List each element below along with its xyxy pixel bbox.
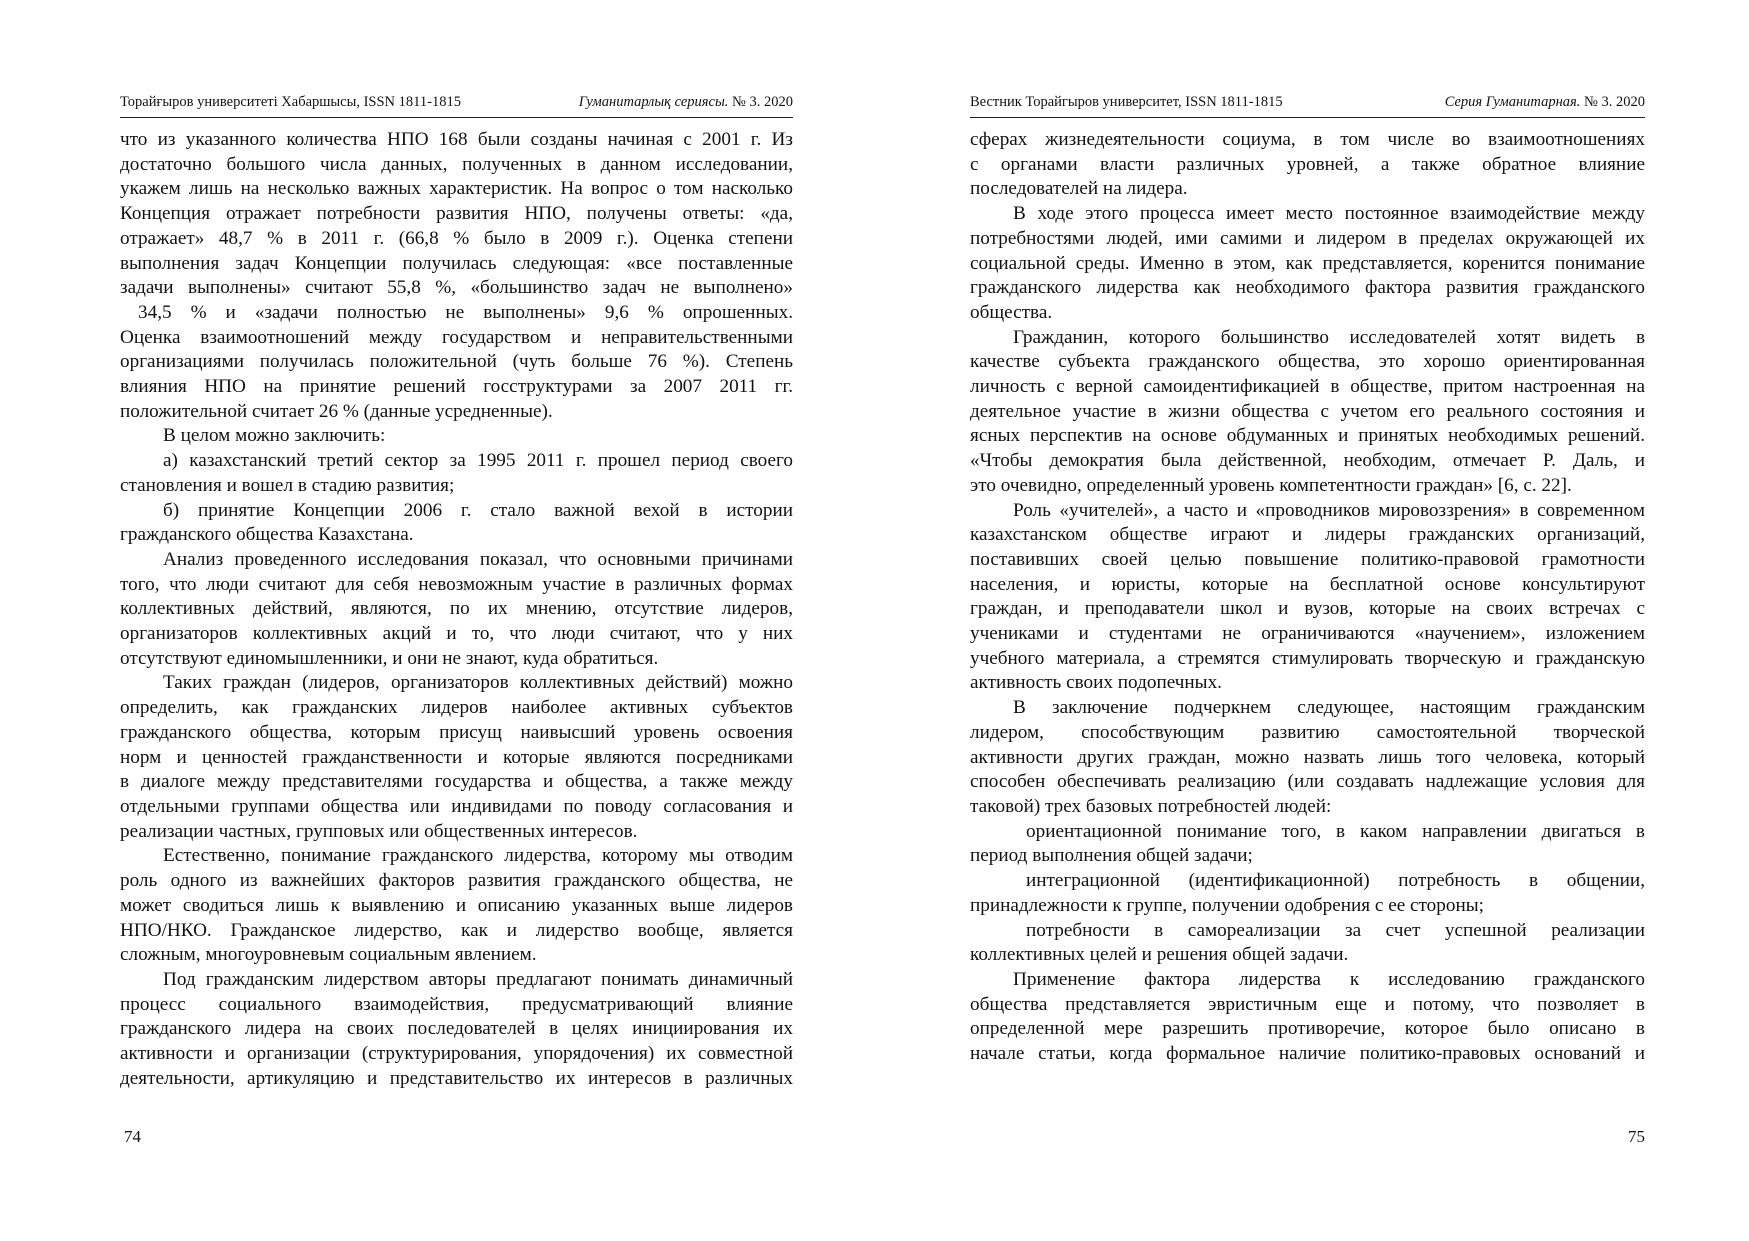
- text-line: отдельными группами общества или индивидами по поводу согласования и: [120, 795, 793, 817]
- text-line: общества.: [970, 301, 1053, 323]
- series-issue: [579, 93, 793, 111]
- journal-title: Вестник Торайгыров университет, ISSN 1811-1815: [970, 94, 1283, 110]
- text-line: сложным, многоуровневым социальным явлением.: [120, 944, 537, 966]
- header-rule: [120, 117, 793, 118]
- text-line: Естественно, понимание гражданского лидерства, которому мы отводим: [163, 845, 793, 867]
- text-line: достаточно большого числа данных, полученных в данном исследовании,: [120, 153, 793, 175]
- text-line: «Чтобы демократия была действенной, необходим, отмечает Р. Даль, и: [970, 450, 1645, 472]
- text-line: казахстанском обществе играют и лидеры гражданских организаций,: [970, 524, 1645, 546]
- text-line: активности и организации (структурирования, упорядочения) их совместной: [120, 1043, 793, 1065]
- text-line: коллективных целей и решения общей задачи.: [970, 944, 1349, 966]
- text-line: активности других граждан, можно назвать лишь того человека, который: [970, 746, 1645, 768]
- text-line: активность своих подопечных.: [970, 672, 1222, 694]
- text-line: что из указанного количества НПО 168 были созданы начиная с 2001 г. Из: [120, 129, 793, 150]
- text-line: гражданского лидерства как необходимого фактора развития гражданского: [970, 277, 1645, 299]
- text-line: выполнения задач Концепции получилась следующая: «все поставленные: [120, 252, 793, 274]
- issue-number: № 3. 2020: [1584, 94, 1645, 110]
- text-line: НПО/НКО. Гражданское лидерство, как и лидерство вообще, является: [120, 919, 793, 941]
- text-line: укажем лишь на несколько важных характеристик. На вопрос о том насколько: [120, 178, 793, 200]
- running-header: [120, 93, 793, 111]
- text-line: ясных перспектив на основе обдуманных и принятых необходимых решений.: [970, 425, 1645, 447]
- text-line: граждан, и преподаватели школ и вузов, которые на своих встречах с: [970, 598, 1645, 620]
- text-line: Таких граждан (лидеров, организаторов коллективных действий) можно: [163, 672, 793, 694]
- text-line: качестве субъекта гражданского общества, это хорошо ориентированная: [970, 351, 1645, 373]
- text-line: учениками и студентами не ограничиваются «научением», изложением: [970, 623, 1645, 645]
- left-page: [120, 0, 793, 1241]
- text-line: потребности в самореализации за счет успешной реализации: [1026, 919, 1645, 941]
- right-page: [970, 0, 1645, 1241]
- text-line: интеграционной (идентификационной) потребность в общении,: [1026, 870, 1645, 892]
- text-line: Концепция отражает потребности развития НПО, получены ответы: «да,: [120, 203, 793, 225]
- text-line: Оценка взаимоотношений между государством и неправительственными: [120, 326, 793, 348]
- text-line: может сводиться лишь к выявлению и описанию указанных выше лидеров: [120, 894, 793, 916]
- text-line: сферах жизнедеятельности социума, в том числе во взаимоотношениях: [970, 129, 1645, 150]
- text-line: принадлежности к группе, получении одобрения с ее стороны;: [970, 894, 1484, 916]
- text-line: процесс социального взаимодействия, предусматривающий влияние: [120, 993, 793, 1015]
- text-line: становления и вошел в стадию развития;: [120, 474, 455, 496]
- text-line: способен обеспечивать реализацию (или создавать надлежащие условия для: [970, 771, 1645, 793]
- series-name: Гуманитарлық сериясы.: [578, 94, 729, 110]
- journal-title: Торайғыров университеті Хабаршысы, ISSN 1811-1815: [120, 94, 461, 110]
- text-line: роль одного из важнейших факторов развития гражданского общества, не: [120, 870, 793, 892]
- text-line: влияния НПО на принятие решений госструктурами за 2007 2011 гг.: [120, 376, 793, 398]
- text-line: того, что люди считают для себя невозможным участие в различных формах: [120, 573, 793, 595]
- series-issue: [1445, 93, 1645, 111]
- text-line: лидером, способствующим развитию самостоятельной творческой: [970, 721, 1645, 743]
- text-line: гражданского общества Казахстана.: [120, 524, 414, 546]
- text-line: В целом можно заключить:: [163, 425, 386, 447]
- text-line: гражданского лидера на своих последователей в целях инициирования их: [120, 1018, 793, 1040]
- page-number: 75: [1628, 1127, 1645, 1146]
- text-line: определить, как гражданских лидеров наиболее активных субъектов: [120, 697, 793, 719]
- body-text: [120, 128, 793, 1091]
- text-line: в диалоге между представителями государства и общества, а также между: [120, 771, 793, 793]
- text-line: с органами власти различных уровней, а также обратное влияние: [970, 153, 1645, 175]
- issue-number: № 3. 2020: [732, 94, 793, 110]
- text-line: последователей на лидера.: [970, 178, 1188, 200]
- text-line: Анализ проведенного исследования показал, что основными причинами: [163, 548, 793, 570]
- series-name: Серия Гуманитарная.: [1444, 94, 1581, 110]
- text-line: таковой) трех базовых потребностей людей:: [970, 795, 1332, 817]
- text-line: личность с верной самоидентификацией в обществе, притом настроенная на: [970, 376, 1645, 398]
- text-line: положительной считает 26 % (данные усредненные).: [120, 400, 553, 422]
- text-line: организаторов коллективных акций и то, что люди считают, что у них: [120, 623, 793, 645]
- text-line: поставивших своей целью повышение политико-правовой грамотности: [970, 548, 1645, 570]
- text-line: Применение фактора лидерства к исследованию гражданского: [1013, 968, 1645, 990]
- text-line: социальной среды. Именно в этом, как представляется, коренится понимание: [970, 252, 1645, 274]
- text-line: ориентационной понимание того, в каком направлении двигаться в: [1026, 820, 1645, 842]
- text-line: потребностями людей, ими самими и лидером в пределах окружающей их: [970, 227, 1645, 249]
- text-line: Роль «учителей», а часто и «проводников мировоззрения» в современном: [1013, 499, 1645, 521]
- text-line: деятельности, артикуляцию и представительство их интересов в различных: [120, 1067, 793, 1089]
- text-line: начале статьи, когда формальное наличие политико-правовых оснований и: [970, 1043, 1645, 1065]
- text-line: учебного материала, а стремятся стимулировать творческую и гражданскую: [970, 647, 1645, 669]
- text-line: населения, и юристы, которые на бесплатной основе консультируют: [970, 573, 1645, 595]
- text-line: коллективных действий, являются, по их мнению, отсутствие лидеров,: [120, 598, 793, 620]
- header-rule: [970, 117, 1645, 118]
- text-line: Гражданин, которого большинство исследователей хотят видеть в: [1013, 326, 1645, 348]
- text-line: норм и ценностей гражданственности и которые являются посредниками: [120, 746, 793, 768]
- body-text: [970, 128, 1645, 1067]
- text-line: организациями получилась положительной (чуть больше 76 %). Степень: [120, 351, 793, 373]
- text-line: отсутствуют единомышленники, и они не знают, куда обратиться.: [120, 647, 659, 669]
- text-line: деятельное участие в жизни общества с учетом его реального состояния и: [970, 400, 1645, 422]
- text-line: период выполнения общей задачи;: [970, 845, 1253, 867]
- text-line: а) казахстанский третий сектор за 1995 2011 г. прошел период своего: [163, 450, 793, 472]
- text-line: общества представляется эвристичным еще и потому, что позволяет в: [970, 993, 1645, 1015]
- text-line: В ходе этого процесса имеет место постоянное взаимодействие между: [1013, 203, 1645, 225]
- text-line: задачи выполнены» считают 55,8 %, «большинство задач не выполнено»: [120, 277, 793, 299]
- text-line: В заключение подчеркнем следующее, настоящим гражданским: [1013, 697, 1645, 719]
- text-line: 34,5 % и «задачи полностью не выполнены» 9,6 % опрошенных.: [138, 301, 793, 323]
- text-line: Под гражданским лидерством авторы предлагают понимать динамичный: [163, 968, 793, 990]
- text-line: гражданского общества, которым присущ наивысший уровень освоения: [120, 721, 793, 743]
- text-line: отражает» 48,7 % в 2011 г. (66,8 % было в 2009 г.). Оценка степени: [120, 227, 793, 249]
- running-header: [970, 93, 1645, 111]
- text-line: б) принятие Концепции 2006 г. стало важной вехой в истории: [163, 499, 793, 521]
- text-line: это очевидно, определенный уровень компетентности граждан» [6, с. 22].: [970, 474, 1572, 496]
- text-line: определенной мере разрешить противоречие, которое было описано в: [970, 1018, 1645, 1040]
- page-number: 74: [124, 1127, 141, 1146]
- text-line: реализации частных, групповых или общественных интересов.: [120, 820, 638, 842]
